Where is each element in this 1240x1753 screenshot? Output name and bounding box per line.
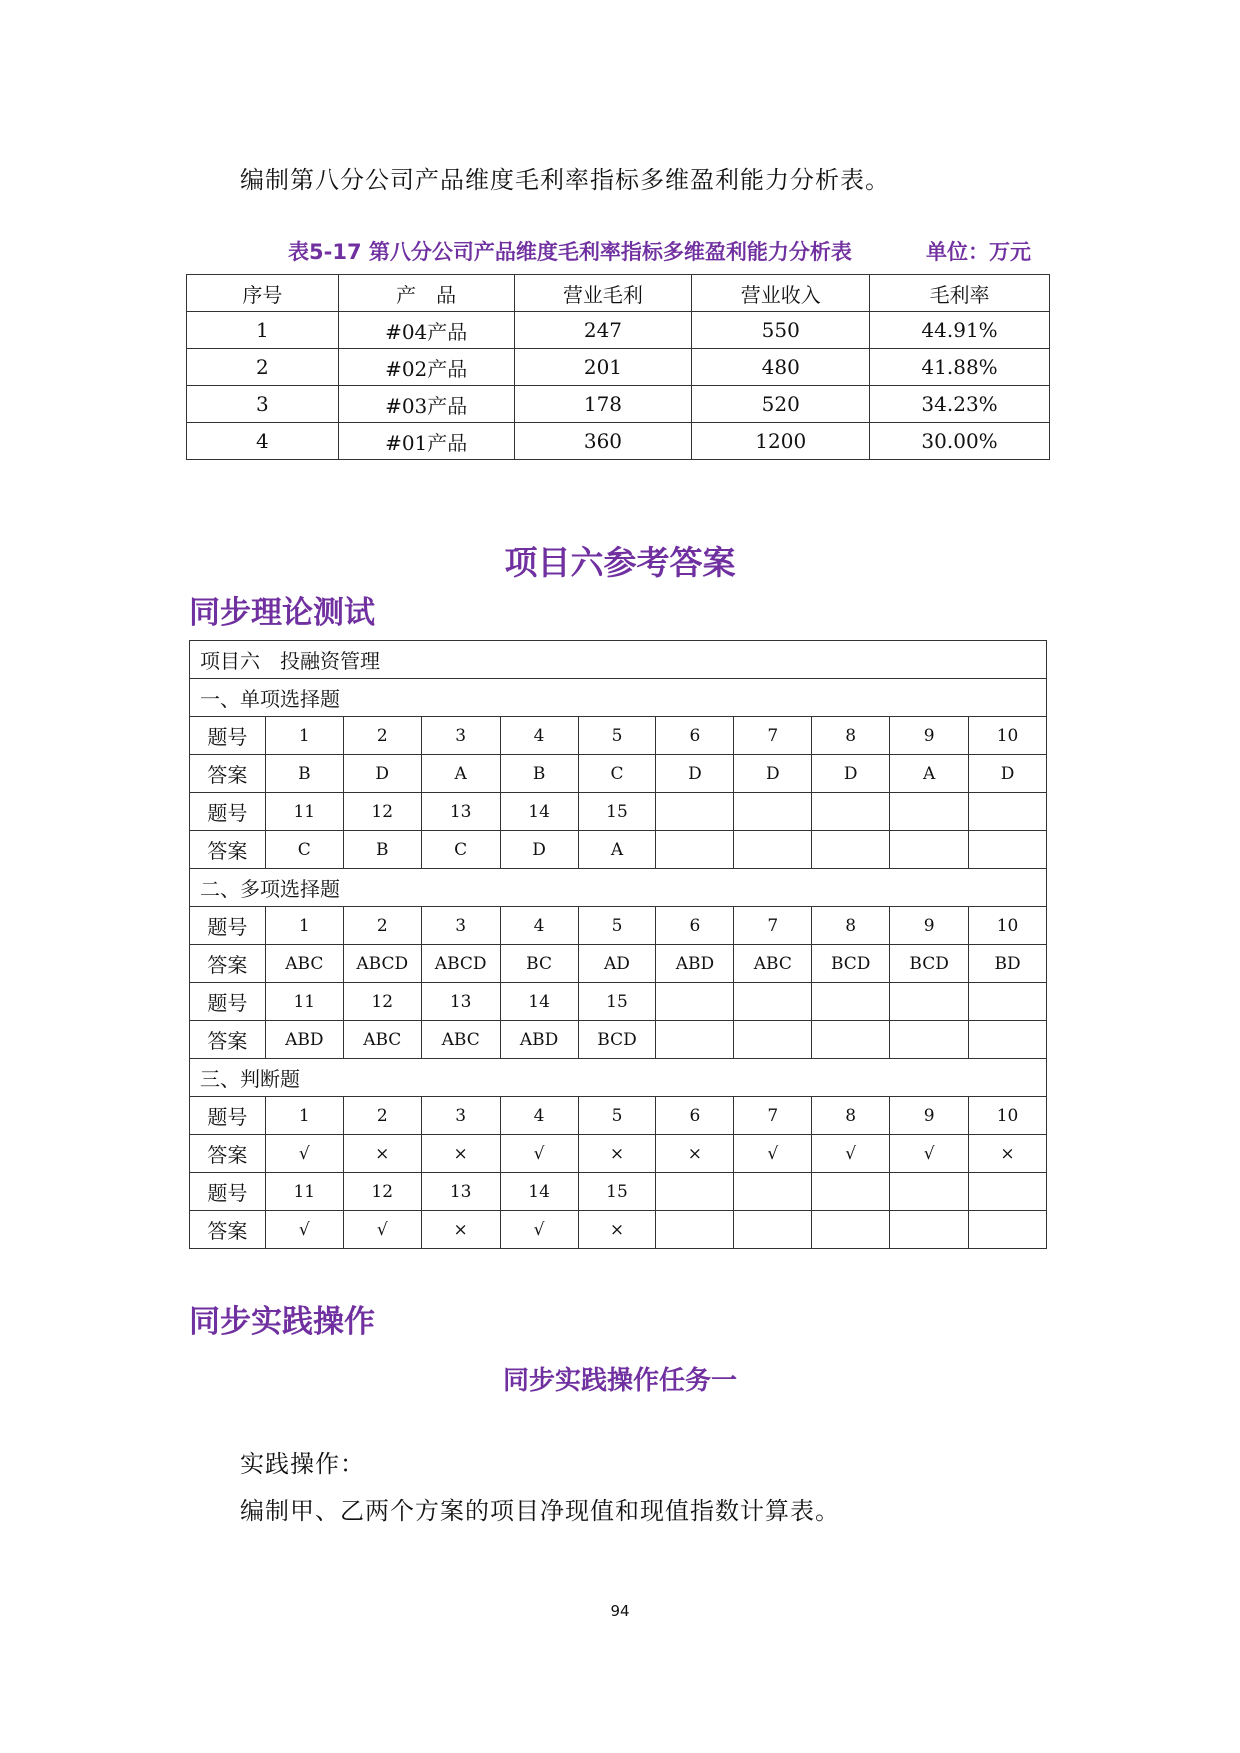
answer-cell: 13 [421, 983, 500, 1021]
answer-cell: 8 [812, 907, 890, 945]
answer-cell: ABC [265, 945, 343, 983]
practice-paragraph: 编制甲、乙两个方案的项目净现值和现值指数计算表。 [240, 1497, 840, 1525]
answer-cell: 8 [812, 1097, 890, 1135]
table-header-row [187, 275, 1050, 312]
table-cell: 4 [187, 423, 339, 460]
answer-cell: × [421, 1211, 500, 1249]
answer-cell: BD [969, 945, 1047, 983]
answer-cell: 15 [578, 983, 656, 1021]
answer-cell: ABC [343, 1021, 421, 1059]
table-cell: 360 [514, 423, 692, 460]
answer-cell: × [343, 1135, 421, 1173]
answer-cell [734, 1173, 812, 1211]
answer-cell [812, 793, 890, 831]
answer-cell: 1 [265, 1097, 343, 1135]
answer-cell [734, 793, 812, 831]
answer-cell: × [578, 1211, 656, 1249]
answer-cell: 5 [578, 907, 656, 945]
row-label: 答案 [190, 755, 266, 793]
answer-cell [656, 793, 734, 831]
table-title-row-cell: 项目六 投融资管理 [190, 641, 1047, 679]
answer-cell: 10 [969, 907, 1047, 945]
answer-cell: 10 [969, 717, 1047, 755]
table-cell: 44.91% [870, 312, 1050, 349]
table-cell: 3 [187, 386, 339, 423]
table-cell: #04产品 [338, 312, 514, 349]
answer-cell: √ [500, 1211, 578, 1249]
section-header-row [190, 1059, 1047, 1097]
answer-cell: 14 [500, 1173, 578, 1211]
table-cell: 178 [514, 386, 692, 423]
answer-cell: √ [500, 1135, 578, 1173]
answer-cell: 11 [265, 793, 343, 831]
answer-cell: √ [265, 1211, 343, 1249]
answer-cell [890, 983, 969, 1021]
answer-cell: 12 [343, 793, 421, 831]
answer-cell: × [969, 1135, 1047, 1173]
table-cell: 序号 [187, 275, 339, 312]
practice-heading: 同步实践操作 [189, 1304, 375, 1340]
answer-cell: BCD [812, 945, 890, 983]
answer-cell [812, 1021, 890, 1059]
answer-cell: ABD [656, 945, 734, 983]
answer-cell: 12 [343, 1173, 421, 1211]
answer-cell: √ [265, 1135, 343, 1173]
table-row [187, 423, 1050, 460]
table-cell: 1 [187, 312, 339, 349]
table-cell: 480 [692, 349, 870, 386]
theory-test-heading: 同步理论测试 [189, 595, 375, 631]
table-cell: 201 [514, 349, 692, 386]
answer-cell [890, 1211, 969, 1249]
answer-row [190, 1135, 1047, 1173]
answer-cell [656, 831, 734, 869]
answer-cell: 15 [578, 1173, 656, 1211]
answer-cell: 7 [734, 1097, 812, 1135]
answer-cell: 4 [500, 1097, 578, 1135]
answer-cell: BC [500, 945, 578, 983]
answer-cell [656, 983, 734, 1021]
table-cell: 营业毛利 [514, 275, 692, 312]
answer-cell: B [265, 755, 343, 793]
answer-cell: 9 [890, 717, 969, 755]
question-number-row [190, 1173, 1047, 1211]
row-label: 题号 [190, 793, 266, 831]
answer-cell: 11 [265, 1173, 343, 1211]
answer-row [190, 945, 1047, 983]
answer-cell: 7 [734, 717, 812, 755]
answer-cell: ABD [500, 1021, 578, 1059]
answer-cell: A [421, 755, 500, 793]
answer-cell [969, 831, 1047, 869]
answer-cell: √ [890, 1135, 969, 1173]
answer-cell: D [500, 831, 578, 869]
table-row [187, 349, 1050, 386]
answer-cell: 4 [500, 717, 578, 755]
section-header-row-cell: 二、多项选择题 [190, 869, 1047, 907]
row-label: 答案 [190, 945, 266, 983]
answer-cell: 4 [500, 907, 578, 945]
answer-cell: D [734, 755, 812, 793]
answer-cell: ABC [421, 1021, 500, 1059]
section-header-row [190, 869, 1047, 907]
answer-cell: 9 [890, 907, 969, 945]
answer-cell: 12 [343, 983, 421, 1021]
answer-cell [656, 1021, 734, 1059]
answer-cell [656, 1211, 734, 1249]
answer-cell: 6 [656, 1097, 734, 1135]
answer-cell: D [343, 755, 421, 793]
answer-cell: C [421, 831, 500, 869]
answer-cell: BCD [890, 945, 969, 983]
answer-cell [969, 793, 1047, 831]
table-cell: 550 [692, 312, 870, 349]
answer-cell: ABCD [421, 945, 500, 983]
row-label: 题号 [190, 1097, 266, 1135]
table-cell: 247 [514, 312, 692, 349]
section-header-row-cell: 一、单项选择题 [190, 679, 1047, 717]
answer-cell [969, 1211, 1047, 1249]
answer-cell [890, 831, 969, 869]
answer-row [190, 1021, 1047, 1059]
table-cell: 2 [187, 349, 339, 386]
table-cell: 41.88% [870, 349, 1050, 386]
answer-cell: 3 [421, 907, 500, 945]
answer-cell: 6 [656, 717, 734, 755]
table-cell: 产 品 [338, 275, 514, 312]
answer-table [189, 640, 1047, 1249]
answer-cell: 3 [421, 1097, 500, 1135]
section-header-row-cell: 三、判断题 [190, 1059, 1047, 1097]
answer-cell: √ [734, 1135, 812, 1173]
answer-cell [656, 1173, 734, 1211]
answer-cell: ABC [734, 945, 812, 983]
table-unit: 单位：万元 [926, 240, 1031, 264]
row-label: 题号 [190, 907, 266, 945]
answer-cell: × [656, 1135, 734, 1173]
intro-paragraph: 编制第八分公司产品维度毛利率指标多维盈利能力分析表。 [240, 166, 890, 194]
practice-task-title: 同步实践操作任务一 [502, 1366, 737, 1396]
row-label: 题号 [190, 717, 266, 755]
answer-cell: 3 [421, 717, 500, 755]
answer-cell: BCD [578, 1021, 656, 1059]
answer-cell [969, 983, 1047, 1021]
answer-cell: 5 [578, 717, 656, 755]
answer-cell: 15 [578, 793, 656, 831]
table-cell: 30.00% [870, 423, 1050, 460]
answer-cell: D [812, 755, 890, 793]
question-number-row [190, 907, 1047, 945]
row-label: 答案 [190, 1211, 266, 1249]
answer-cell: D [656, 755, 734, 793]
answer-cell: D [969, 755, 1047, 793]
question-number-row [190, 983, 1047, 1021]
answer-cell [734, 983, 812, 1021]
answer-cell [812, 1211, 890, 1249]
row-label: 题号 [190, 983, 266, 1021]
table-cell: 营业收入 [692, 275, 870, 312]
answer-cell: 5 [578, 1097, 656, 1135]
practice-label: 实践操作： [240, 1450, 365, 1478]
answer-cell: 8 [812, 717, 890, 755]
answer-cell: A [890, 755, 969, 793]
row-label: 答案 [190, 1135, 266, 1173]
table-cell: #03产品 [338, 386, 514, 423]
answer-cell: A [578, 831, 656, 869]
answer-cell: 9 [890, 1097, 969, 1135]
answer-cell: 2 [343, 1097, 421, 1135]
table-row [187, 386, 1050, 423]
question-number-row [190, 717, 1047, 755]
answer-row [190, 1211, 1047, 1249]
section-title: 项目六参考答案 [504, 543, 736, 582]
answer-cell [734, 831, 812, 869]
table-caption: 表5-17 第八分公司产品维度毛利率指标多维盈利能力分析表 [288, 240, 852, 264]
answer-cell: B [343, 831, 421, 869]
answer-cell: 2 [343, 717, 421, 755]
answer-cell: AD [578, 945, 656, 983]
answer-cell: 11 [265, 983, 343, 1021]
answer-cell [812, 831, 890, 869]
table-cell: 毛利率 [870, 275, 1050, 312]
answer-cell [969, 1021, 1047, 1059]
answer-cell [812, 983, 890, 1021]
answer-cell [734, 1021, 812, 1059]
row-label: 答案 [190, 831, 266, 869]
answer-cell: ABD [265, 1021, 343, 1059]
table-cell: 34.23% [870, 386, 1050, 423]
question-number-row [190, 793, 1047, 831]
table-cell: #01产品 [338, 423, 514, 460]
question-number-row [190, 1097, 1047, 1135]
answer-cell: × [421, 1135, 500, 1173]
answer-cell: C [578, 755, 656, 793]
answer-cell [812, 1173, 890, 1211]
answer-cell: √ [343, 1211, 421, 1249]
table-row [187, 312, 1050, 349]
answer-cell: 6 [656, 907, 734, 945]
row-label: 题号 [190, 1173, 266, 1211]
answer-cell: C [265, 831, 343, 869]
answer-cell: B [500, 755, 578, 793]
answer-cell: ABCD [343, 945, 421, 983]
table-cell: 1200 [692, 423, 870, 460]
answer-cell [890, 1173, 969, 1211]
answer-cell: 14 [500, 983, 578, 1021]
answer-row [190, 755, 1047, 793]
answer-cell: 13 [421, 793, 500, 831]
answer-row [190, 831, 1047, 869]
answer-cell [734, 1211, 812, 1249]
answer-cell: √ [812, 1135, 890, 1173]
answer-cell: 1 [265, 907, 343, 945]
table-title-row [190, 641, 1047, 679]
answer-cell: 2 [343, 907, 421, 945]
section-header-row [190, 679, 1047, 717]
answer-cell: 10 [969, 1097, 1047, 1135]
answer-cell: 7 [734, 907, 812, 945]
page-number: 94 [610, 1602, 630, 1620]
profit-analysis-table [186, 274, 1050, 460]
table-cell: #02产品 [338, 349, 514, 386]
answer-cell: × [578, 1135, 656, 1173]
answer-cell: 1 [265, 717, 343, 755]
table-cell: 520 [692, 386, 870, 423]
row-label: 答案 [190, 1021, 266, 1059]
answer-cell [890, 1021, 969, 1059]
answer-cell [969, 1173, 1047, 1211]
answer-cell: 14 [500, 793, 578, 831]
answer-cell [890, 793, 969, 831]
answer-cell: 13 [421, 1173, 500, 1211]
